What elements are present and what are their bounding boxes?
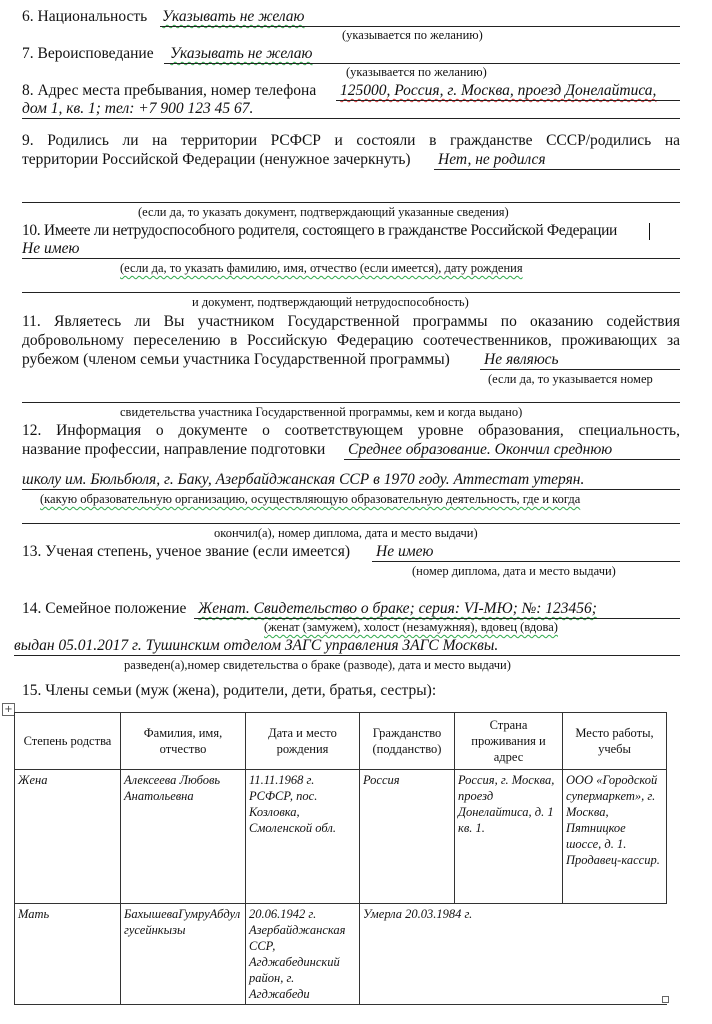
item13-hint: (номер диплома, дата и место выдачи) [412,564,616,578]
item10-value[interactable]: Не имею [22,240,80,257]
cell-birth[interactable]: 11.11.1968 г. РСФСР, пос. Козловка, Смоленской обл. [246,770,360,904]
cell-work[interactable]: ООО «Городской супермаркет», г. Москва, Пятницкое шоссе, д. 1. Продавец-кассир. [563,770,667,904]
item14-value1-text: Женат. Свидетельство о браке; серия: VI-МЮ; №: 123456; [198,600,597,617]
cell-fullname[interactable]: БахышеваГумруАбдулгусейнкызы [121,904,246,1005]
table-header-row [15,713,667,770]
cell-relation[interactable]: Мать [15,904,121,1005]
item12-blank-line [22,523,680,524]
item6-value-text: Указывать не желаю [162,8,305,25]
item14-value1[interactable] [198,600,597,618]
item8-value-text1: 125000, Россия, г. Москва, проезд Донелайтиса, [340,82,657,99]
item12-value2[interactable]: школу им. Бюльбюля, г. Баку, Азербайджанская ССР в 1970 году. Аттестат утерян. [22,471,585,488]
item10-line [22,258,680,259]
header-birth: Дата и место рождения [246,713,360,770]
item14-value2[interactable]: выдан 05.01.2017 г. Тушинским отделом ЗАГС управления ЗАГС Москвы. [14,637,499,654]
table-resize-handle[interactable] [662,996,669,1003]
item10-blank-line [22,292,680,293]
item7-line [164,63,680,64]
item7-value-text: Указывать не желаю [170,45,313,62]
item11-line3: рубежом (членом семьи участника Государственной программы) [22,351,450,368]
item12-line1: 12. Информация о документе о соответствующем уровне образования, специальность, [22,422,680,439]
item11-value[interactable]: Не являюсь [484,351,559,368]
text-cursor [649,223,650,240]
cell-relation[interactable]: Жена [15,770,121,904]
table-row [15,904,667,1005]
header-work: Место работы, учебы [563,713,667,770]
item9-line1: 9. Родились ли на территории РСФСР и состояли в гражданстве СССР/родились на [22,132,680,149]
item8-label: 8. Адрес места пребывания, номер телефона [22,82,317,99]
item11-hint1: (если да, то указывается номер [488,372,653,386]
item11-line1: 11. Являетесь ли Вы участником Государственной программы по оказанию содействия [22,313,680,330]
item8-value-line1[interactable] [340,82,656,100]
header-relation: Степень родства [15,713,121,770]
item9-hint: (если да, то указать документ, подтверждающий указанные сведения) [138,205,509,219]
header-fullname: Фамилия, имя, отчество [121,713,246,770]
header-citizenship: Гражданство (подданство) [360,713,455,770]
item10-hint2: и документ, подтверждающий нетрудоспособность) [192,295,469,309]
item14-hint1-text: (женат (замужем), холост (незамужняя), вдовец (вдова) [264,620,558,634]
item9-line2: территории Российской Федерации (ненужное зачеркнуть) [22,151,411,168]
item7-hint: (указывается по желанию) [346,65,487,79]
item14-hint2: разведен(а),номер свидетельства о браке (разводе), дата и место выдачи) [124,658,511,672]
item15-label: 15. Члены семьи (муж (жена), родители, дети, братья, сестры): [22,682,437,699]
item12-value1[interactable]: Среднее образование. Окончил среднюю [348,441,613,458]
cell-residence[interactable]: Россия, г. Москва, проезд Донелайтиса, д. 1 кв. 1. [455,770,563,904]
item14-label: 14. Семейное положение [22,600,187,617]
item6-label: 6. Национальность [22,8,148,25]
item10-hint1 [120,261,523,275]
item9-value[interactable]: Нет, не родился [438,151,546,168]
item9-line2-rule [434,169,680,170]
item14-line1 [194,618,680,619]
cell-citizenship[interactable]: Россия [360,770,455,904]
item14-hint1 [264,620,558,634]
item13-value[interactable]: Не имею [376,543,434,560]
item12-line2: название профессии, направление подготовки [22,441,326,458]
item10-hint1-text: (если да, то указать фамилию, имя, отчество (если имеется), дату рождения [120,261,523,275]
item9-blank-line [22,202,680,203]
item11-hint2: свидетельства участника Государственной программы, кем и когда выдано) [120,405,523,419]
item6-line [160,26,680,27]
cell-birth[interactable]: 20.06.1942 г. Азербайджанская ССР, Агджабединский район, г. Агджабеди [246,904,360,1005]
move-handle-icon[interactable]: + [2,703,15,716]
item13-label: 13. Ученая степень, ученое звание (если имеется) [22,543,350,560]
table-row [15,770,667,904]
item12-value2-line [22,489,680,490]
item8-line1 [336,100,680,101]
item12-hint1-text: (какую образовательную организацию, осуществляющую образовательную деятельность, где и когда [40,492,581,506]
item13-line [372,561,680,562]
item7-label: 7. Вероисповедание [22,45,154,62]
item11-line3-rule [480,369,680,370]
item8-line2 [22,118,680,119]
item6-value[interactable] [162,8,304,26]
header-residence: Страна проживания и адрес [455,713,563,770]
item7-value[interactable] [170,45,312,63]
item10-label: 10. Имеете ли нетрудоспособного родителя, состоящего в гражданстве Российской Федерации [22,222,617,239]
item11-line2: добровольному переселению в Российскую Федерацию соотечественников, проживающих за [22,332,680,349]
family-table [14,712,667,1005]
item14-line2 [14,655,680,656]
item11-blank-line [22,402,680,403]
item8-value-line2[interactable]: дом 1, кв. 1; тел: +7 900 123 45 67. [22,100,254,117]
cell-fullname[interactable]: Алексеева Любовь Анатольевна [121,770,246,904]
item12-hint2: окончил(а), номер диплома, дата и место выдачи) [214,526,478,540]
cell-citizenship[interactable]: Умерла 20.03.1984 г. [360,904,667,1005]
item12-line2-rule [344,459,680,460]
item12-hint1 [40,492,580,506]
item6-hint: (указывается по желанию) [342,28,483,42]
